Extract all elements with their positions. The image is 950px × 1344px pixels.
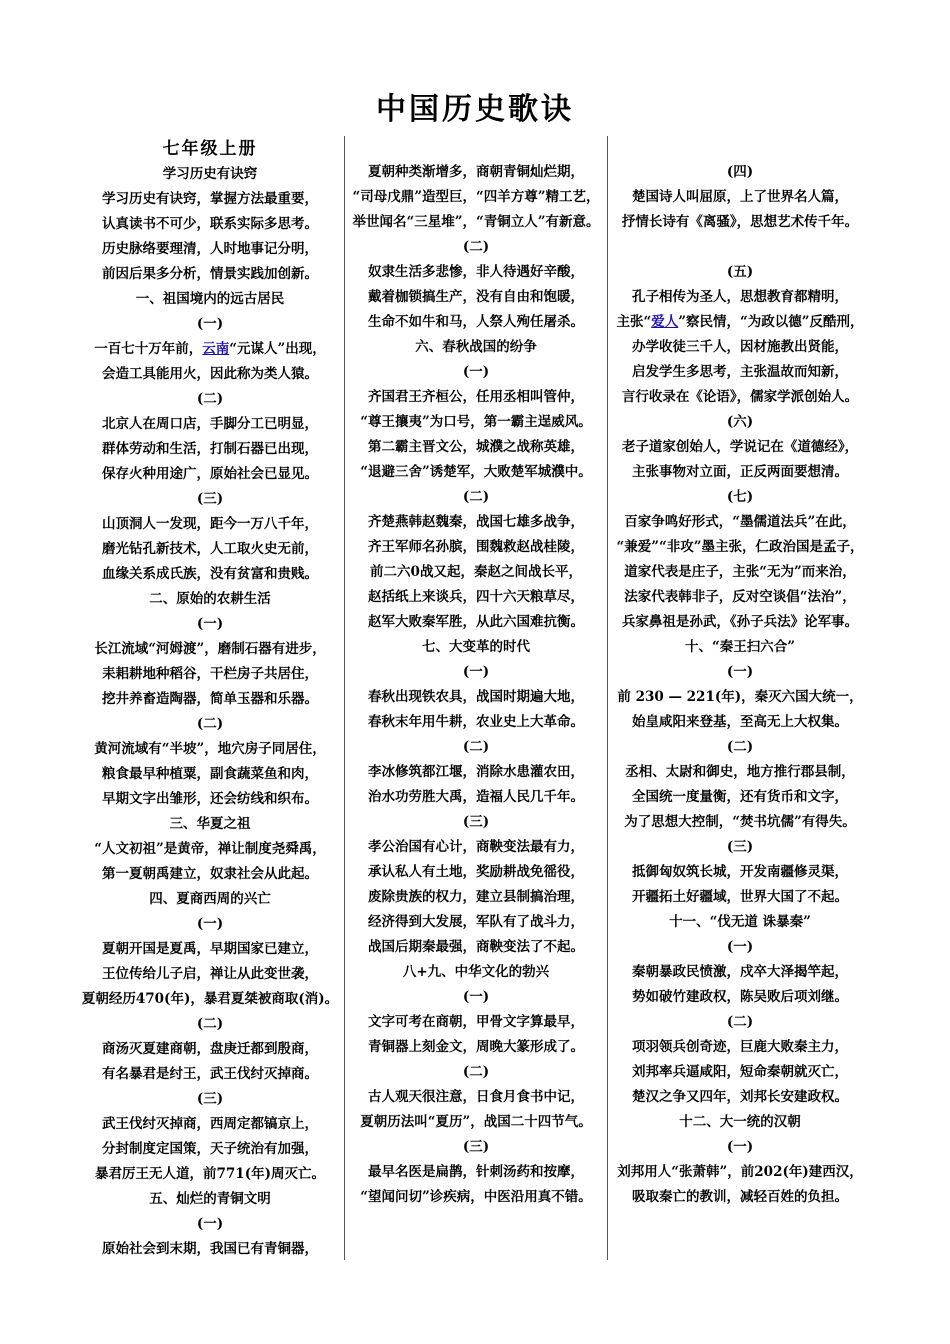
text-line: (二) xyxy=(196,716,224,732)
text-line: 耒耜耕地种稻谷，干栏房子共居住， xyxy=(102,666,318,682)
text-segment: 主张“ xyxy=(616,314,652,330)
text-line: 青铜器上刻金文，周晚大篆形成了。 xyxy=(368,1039,584,1055)
text-line: 夏朝历法叫“夏历”，战国二十四节气。 xyxy=(360,1114,592,1130)
text-line: (三) xyxy=(196,491,224,507)
text-line: 春秋末年用牛耕，农业史上大革命。 xyxy=(368,714,584,730)
text-line: (一) xyxy=(196,316,224,332)
text-line: (一) xyxy=(196,616,224,632)
text-line: 北京人在周口店，手脚分工已明显， xyxy=(102,416,318,432)
text-line: 挖井养畜造陶器，简单玉器和乐器。 xyxy=(102,691,318,707)
text-line: (六) xyxy=(726,414,754,430)
text-line: 刘邦用人“张萧韩”，前202(年)建西汉， xyxy=(617,1164,863,1180)
text-line: 磨光钻孔新技术，人工取火史无前， xyxy=(102,541,318,557)
text-line: 五、灿烂的青铜文明 xyxy=(149,1191,271,1207)
text-line: “司母戊鼎”造型巨，“四羊方尊”精工艺， xyxy=(352,189,600,205)
text-line: 古人观天很注意，日食月食书中记， xyxy=(368,1089,584,1105)
column-2 xyxy=(344,136,608,1260)
text-line: 夏朝开国是夏禹，早期国家已建立， xyxy=(102,941,318,957)
text-line: 刘邦率兵逼咸阳，短命秦朝就灭亡， xyxy=(632,1064,848,1080)
text-line: 齐王军师名孙膑，围魏救赵战桂陵， xyxy=(368,539,584,555)
text-line: 孝公治国有心计，商鞅变法最有力， xyxy=(368,839,584,855)
text-line: 抵御匈奴筑长城，开发南疆修灵渠， xyxy=(632,864,848,880)
text-line: 前因后果多分析，情景实践加创新。 xyxy=(102,266,318,282)
text-line: 原始社会到末期，我国已有青铜器， xyxy=(102,1241,318,1257)
text-line: 抒情长诗有《离骚》，思想艺术传千年。 xyxy=(621,214,859,230)
page-title: 中国历史歌诀 xyxy=(376,92,574,127)
text-line: (五) xyxy=(726,264,754,280)
text-line: 商汤灭夏建商朝，盘庚迁都到殷商， xyxy=(102,1041,318,1057)
text-line: 举世闻名“三星堆”，“青铜立人”有新意。 xyxy=(352,214,600,230)
text-line: 十一、“伐无道 诛暴秦” xyxy=(669,914,811,930)
text-line: 第一夏朝禹建立，奴隶社会从此起。 xyxy=(102,866,318,882)
text-line: 老子道家创始人，学说记在《道德经》， xyxy=(621,439,859,455)
column-3-content xyxy=(608,160,872,1210)
text-line: 废除贵族的权力，建立县制搞治理， xyxy=(368,889,584,905)
text-line: “尊王攘夷”为口号，第一霸主逞威风。 xyxy=(360,414,592,430)
text-line: 吸取秦亡的教训，减轻百姓的负担。 xyxy=(632,1189,848,1205)
text-line: 黄河流域有“半坡”，地穴房子同居住， xyxy=(94,741,326,757)
text-line: 粮食最早种植粟，副食蔬菜鱼和肉， xyxy=(102,766,318,782)
text-line: 李冰修筑都江堰，消除水患灌农田， xyxy=(368,764,584,780)
text-line: 戴着枷锁搞生产，没有自由和饱暖， xyxy=(368,289,584,305)
text-line: 二、原始的农耕生活 xyxy=(149,591,271,607)
text-line: 兵家鼻祖是孙武，《孙子兵法》论军事。 xyxy=(621,614,859,630)
text-line: 七、大变革的时代 xyxy=(422,639,530,655)
text-line: (一) xyxy=(462,989,490,1005)
text-line: (二) xyxy=(726,1014,754,1030)
text-line: (三) xyxy=(196,1091,224,1107)
text-line: 八+九、中华文化的勃兴 xyxy=(402,964,550,980)
text-line: 四、夏商西周的兴亡 xyxy=(149,891,271,907)
text-line: 言行收录在《论语》，儒家学派创始人。 xyxy=(621,389,859,405)
text-line: 前二六0战又起，秦赵之间战长平， xyxy=(370,564,582,580)
text-line: 法家代表韩非子，反对空谈倡“法治”， xyxy=(624,589,856,605)
text-line: (一) xyxy=(726,939,754,955)
text-line: 赵括纸上来谈兵，四十六天粮草尽， xyxy=(368,589,584,605)
text-line: “退避三舍”诱楚军，大败楚军城濮中。 xyxy=(360,464,592,480)
text-line: (一) xyxy=(462,364,490,380)
text-line: (三) xyxy=(462,1139,490,1155)
text-line: (一) xyxy=(726,664,754,680)
text-segment: 一百七十万年前， xyxy=(94,341,203,357)
text-line: 孔子相传为圣人，思想教育都精明， xyxy=(632,289,848,305)
text-line: 群体劳动和生活，打制石器已出现， xyxy=(102,441,318,457)
column-1 xyxy=(78,136,342,1260)
text-line xyxy=(78,337,342,362)
text-line: 齐楚燕韩赵魏秦，战国七雄多战争， xyxy=(368,514,584,530)
text-line: (二) xyxy=(462,1064,490,1080)
text-line: 开疆拓土好疆域，世界大国了不起。 xyxy=(632,889,848,905)
text-line: 最早名医是扁鹊，针刺汤药和按摩， xyxy=(368,1164,584,1180)
text-line: (一) xyxy=(196,916,224,932)
text-line: 春秋出现铁农具，战国时期遍大地， xyxy=(368,689,584,705)
text-line: 第二霸主晋文公，城濮之战称英雄， xyxy=(368,439,584,455)
text-line: 全国统一度量衡，还有货币和文字， xyxy=(632,789,848,805)
text-line: (二) xyxy=(462,739,490,755)
text-line: 前 230 — 221(年)，秦灭六国大统一， xyxy=(617,689,863,705)
text-line: 血缘关系成氏族，没有贫富和贵贱。 xyxy=(102,566,318,582)
text-line: 启发学生多思考，主张温故而知新， xyxy=(632,364,848,380)
text-line: (一) xyxy=(462,664,490,680)
column-2-content xyxy=(345,160,607,1210)
text-line: 夏朝经历470(年)，暴君夏桀被商取(消)。 xyxy=(81,991,339,1007)
text-line: 暴君厉王无人道，前771(年)周灭亡。 xyxy=(95,1166,325,1182)
section-subtitle: 七年级上册 xyxy=(162,139,258,159)
text-line: 战国后期秦最强，商鞅变法了不起。 xyxy=(368,939,584,955)
text-line: (二) xyxy=(462,489,490,505)
column-1-content xyxy=(78,136,342,1262)
text-line: 文字可考在商朝，甲骨文字算最早， xyxy=(368,1014,584,1030)
text-line: (一) xyxy=(196,1216,224,1232)
text-line: 丞相、太尉和御史，地方推行郡县制， xyxy=(625,764,855,780)
inline-link[interactable]: 爱人 xyxy=(651,314,679,330)
text-line xyxy=(608,235,872,260)
text-line: 山顶洞人一发现，距今一万八千年， xyxy=(102,516,318,532)
text-line: (三) xyxy=(726,839,754,855)
text-line: 六、春秋战国的纷争 xyxy=(415,339,537,355)
inline-link[interactable]: 云南 xyxy=(202,341,230,357)
text-segment: ”察民情，“为政以德”反酷刑， xyxy=(678,314,864,330)
text-line: 楚国诗人叫屈原，上了世界名人篇， xyxy=(632,189,848,205)
text-line: 项羽领兵创奇迹，巨鹿大败秦主力， xyxy=(632,1039,848,1055)
text-line: 治水功劳胜大禹，造福人民几千年。 xyxy=(368,789,584,805)
text-line: 承认私人有土地，奖励耕战免徭役， xyxy=(368,864,584,880)
text-line: (三) xyxy=(462,814,490,830)
text-line: 一、祖国境内的远古居民 xyxy=(135,291,285,307)
text-line: 齐国君王齐桓公，任用丞相叫管仲， xyxy=(368,389,584,405)
text-line: 有名暴君是纣王，武王伐纣灭掉商。 xyxy=(102,1066,318,1082)
text-line: 武王伐纣灭掉商，西周定都镐京上， xyxy=(102,1116,318,1132)
text-line: 主张事物对立面，正反两面要想清。 xyxy=(632,464,848,480)
text-segment: “元谋人”出现， xyxy=(229,341,326,357)
text-line: 分封制度定国策，天子统治有加强， xyxy=(102,1141,318,1157)
text-line: 道家代表是庄子，主张“无为”而来治， xyxy=(624,564,856,580)
text-line: 夏朝种类渐增多，商朝青铜灿烂期， xyxy=(368,164,584,180)
text-line: 早期文字出雏形，还会纺线和织布。 xyxy=(102,791,318,807)
text-line: 为了思想大控制，“焚书坑儒”有得失。 xyxy=(624,814,856,830)
column-3 xyxy=(608,136,872,1260)
text-line: 长江流域“河姆渡”，磨制石器有进步， xyxy=(94,641,326,657)
text-line: 楚汉之争又四年，刘邦长安建政权。 xyxy=(632,1089,848,1105)
text-line: 势如破竹建政权，陈吴败后项刘继。 xyxy=(632,989,848,1005)
text-line: (二) xyxy=(196,1016,224,1032)
text-line: 秦朝暴政民愤激，戍卒大泽揭竿起， xyxy=(632,964,848,980)
text-line: 百家争鸣好形式，“墨儒道法兵”在此， xyxy=(624,514,856,530)
text-line: (七) xyxy=(726,489,754,505)
text-line xyxy=(608,310,872,335)
text-line: 学习历史有诀窍，掌握方法最重要， xyxy=(102,191,318,207)
text-line: (二) xyxy=(462,239,490,255)
text-line: 三、华夏之祖 xyxy=(169,816,251,832)
text-line: “人文初祖”是黄帝，禅让制度尧舜禹， xyxy=(94,841,326,857)
text-line: “望闻问切”诊疾病，中医沿用真不错。 xyxy=(360,1189,592,1205)
text-line: 生命不如牛和马，人祭人殉任屠杀。 xyxy=(368,314,584,330)
text-line: 会造工具能用火，因此称为类人猿。 xyxy=(102,366,318,382)
text-line: 认真读书不可少，联系实际多思考。 xyxy=(102,216,318,232)
text-line: (四) xyxy=(726,164,754,180)
text-line: 始皇咸阳来登基，至高无上大权集。 xyxy=(632,714,848,730)
text-line: 保存火种用途广，原始社会已显见。 xyxy=(102,466,318,482)
text-line: 历史脉络要理清，人时地事记分明， xyxy=(102,241,318,257)
text-line: 赵军大败秦军胜，从此六国难抗衡。 xyxy=(368,614,584,630)
text-line: 十二、大一统的汉朝 xyxy=(679,1114,801,1130)
text-line: 十、“秦王扫六合” xyxy=(684,639,796,655)
text-line: (一) xyxy=(726,1139,754,1155)
text-line: 王位传给儿子启，禅让从此变世袭， xyxy=(102,966,318,982)
text-line: 学习历史有诀窍 xyxy=(162,166,258,182)
text-line: 经济得到大发展，军队有了战斗力， xyxy=(368,914,584,930)
text-line: 奴隶生活多悲惨，非人待遇好辛酸， xyxy=(368,264,584,280)
text-line: (二) xyxy=(726,739,754,755)
text-line: (二) xyxy=(196,391,224,407)
text-line: 办学收徒三千人，因材施教出贤能， xyxy=(632,339,848,355)
text-line: “兼爱”“非攻”墨主张，仁政治国是孟子， xyxy=(616,539,864,555)
